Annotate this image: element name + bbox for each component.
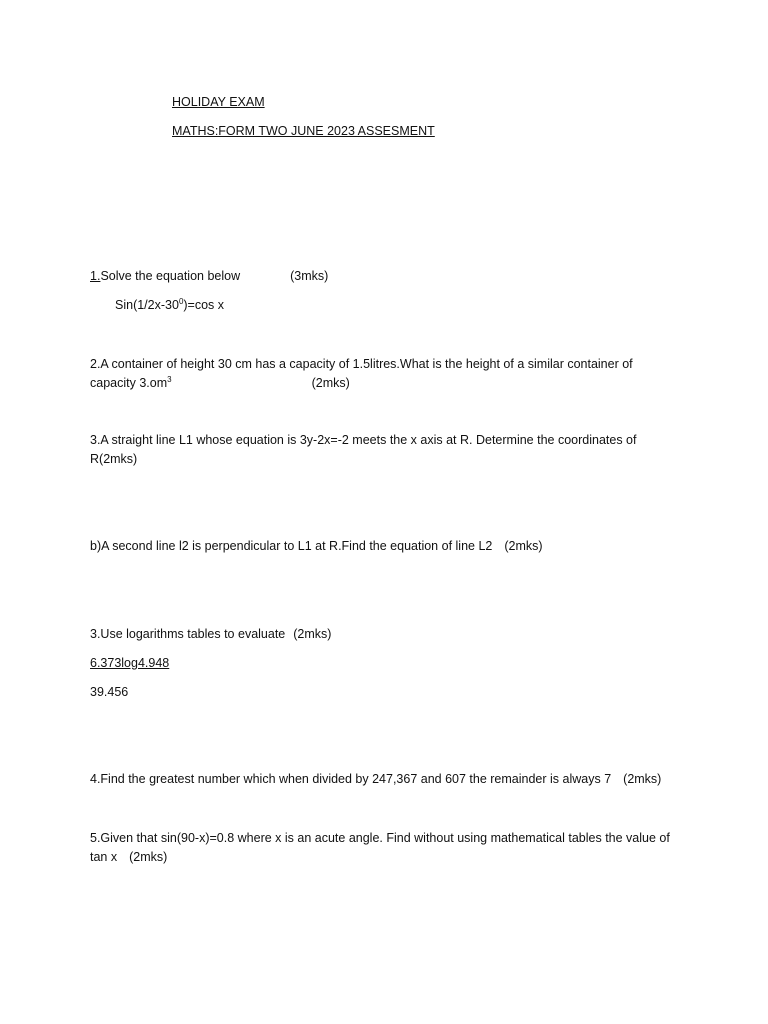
question-2-marks: (2mks) [311,376,350,390]
question-2-line1: 2.A container of height 30 cm has a capacity of 1.5litres.What is the height of a similar container of [90,357,633,371]
question-3a-line1: 3.A straight line L1 whose equation is 3y-2x=-2 meets the x axis at R. Determine the coordinates of [90,433,637,447]
question-3-log [90,625,331,643]
question-1-number: 1. [90,269,101,283]
question-1-marks: (3mks) [290,269,329,283]
question-3b-marks: (2mks) [504,539,543,553]
question-5-line2: tan x (2mks) [90,850,168,864]
question-1-equation: $Sin(1/2x-30^0)=\cos$ x [115,296,225,312]
question-5-marks: (2mks) [129,850,168,864]
question-3a-line2: R(2mks) [90,452,138,466]
exam-title: HOLIDAY EXAM [172,95,265,109]
question-3-log-text: 3.Use logarithms tables to evaluate [90,627,286,641]
question-2-line2: capacity $3.om^3$ (2mks) [90,374,350,390]
question-3a [90,431,690,469]
question-3b [90,537,543,555]
question-3-log-denominator: 39.456 [90,685,129,699]
question-5 [90,829,690,867]
question-3-log-numerator: 6.373log4.948 [90,656,170,670]
question-3-log-marks: (2mks) [293,627,332,641]
question-2 [90,355,690,393]
exam-subtitle: MATHS:FORM TWO JUNE 2023 ASSESMENT [172,124,435,138]
question-5-line1: 5.Given that sin(90-x)=0.8 where x is an acute angle. Find without using mathematical tables the value of [90,831,670,845]
question-3b-text: b)A second line l2 is perpendicular to L1 at R.Find the equation of line L2 [90,539,493,553]
question-1 [90,267,328,285]
question-4-text: 4.Find the greatest number which when divided by 247,367 and 607 the remainder is always 7 [90,772,612,786]
question-4-marks: (2mks) [623,772,662,786]
question-1-text: Solve the equation below [100,269,241,283]
question-4 [90,770,661,788]
